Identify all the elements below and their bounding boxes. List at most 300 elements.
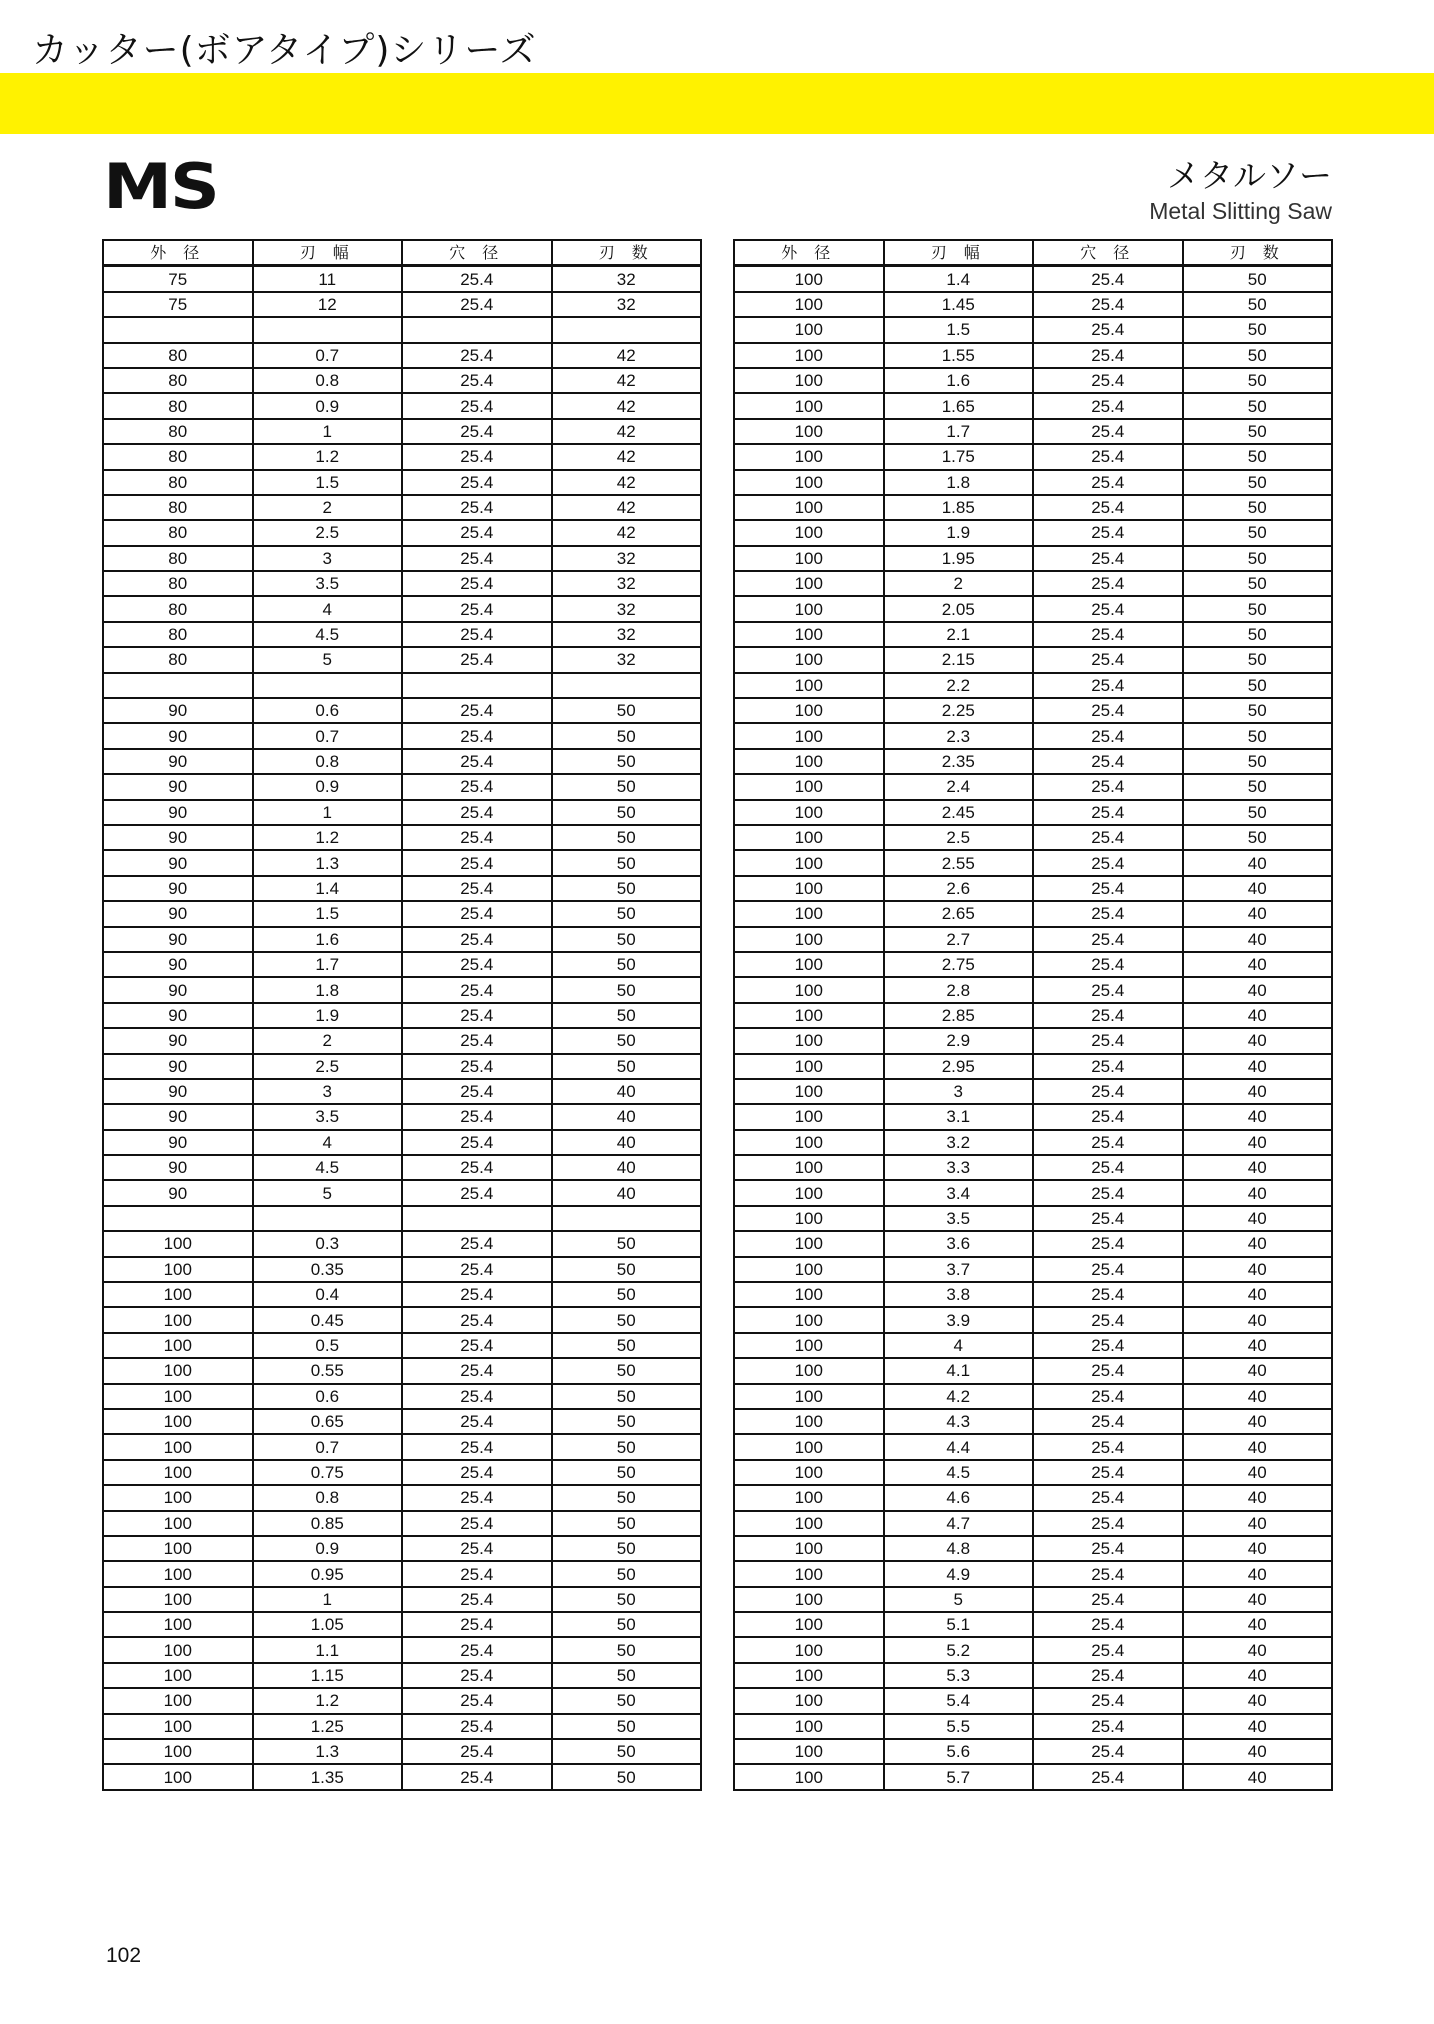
cell-teeth-count bbox=[552, 673, 702, 698]
table-row bbox=[734, 1561, 1332, 1586]
cell-blade-width: 3 bbox=[884, 1079, 1034, 1104]
table-row bbox=[734, 1054, 1332, 1079]
cell-bore-diameter: 25.4 bbox=[1033, 977, 1183, 1002]
cell-outer-diameter: 100 bbox=[103, 1612, 253, 1637]
cell-blade-width: 5.5 bbox=[884, 1714, 1034, 1739]
cell-teeth-count: 50 bbox=[552, 1739, 702, 1764]
cell-outer-diameter: 100 bbox=[734, 1434, 884, 1459]
table-row bbox=[734, 1307, 1332, 1332]
cell-outer-diameter: 100 bbox=[734, 470, 884, 495]
cell-outer-diameter: 80 bbox=[103, 368, 253, 393]
cell-blade-width: 2 bbox=[253, 1028, 403, 1053]
cell-teeth-count: 32 bbox=[552, 596, 702, 621]
cell-blade-width: 0.9 bbox=[253, 1536, 403, 1561]
cell-outer-diameter: 100 bbox=[734, 1333, 884, 1358]
cell-teeth-count: 40 bbox=[1183, 1511, 1333, 1536]
cell-bore-diameter: 25.4 bbox=[402, 1003, 552, 1028]
cell-teeth-count: 40 bbox=[1183, 1180, 1333, 1205]
cell-bore-diameter: 25.4 bbox=[402, 1764, 552, 1789]
cell-outer-diameter: 100 bbox=[734, 596, 884, 621]
cell-bore-diameter: 25.4 bbox=[1033, 419, 1183, 444]
cell-blade-width: 0.65 bbox=[253, 1409, 403, 1434]
cell-outer-diameter: 90 bbox=[103, 901, 253, 926]
cell-teeth-count: 40 bbox=[1183, 1485, 1333, 1510]
cell-outer-diameter: 100 bbox=[734, 901, 884, 926]
cell-outer-diameter: 90 bbox=[103, 1003, 253, 1028]
cell-blade-width: 0.95 bbox=[253, 1561, 403, 1586]
cell-outer-diameter: 100 bbox=[734, 444, 884, 469]
column-header-teeth-count: 刃 数 bbox=[1183, 240, 1333, 266]
cell-teeth-count: 40 bbox=[1183, 850, 1333, 875]
cell-teeth-count: 40 bbox=[1183, 1054, 1333, 1079]
table-row bbox=[734, 343, 1332, 368]
cell-teeth-count: 40 bbox=[1183, 1739, 1333, 1764]
cell-teeth-count: 32 bbox=[552, 622, 702, 647]
cell-outer-diameter: 100 bbox=[103, 1714, 253, 1739]
cell-teeth-count: 40 bbox=[1183, 876, 1333, 901]
cell-outer-diameter: 100 bbox=[734, 927, 884, 952]
table-row bbox=[734, 1485, 1332, 1510]
table-row bbox=[103, 1561, 701, 1586]
cell-teeth-count: 50 bbox=[1183, 343, 1333, 368]
cell-teeth-count: 42 bbox=[552, 520, 702, 545]
cell-bore-diameter: 25.4 bbox=[1033, 1434, 1183, 1459]
cell-bore-diameter: 25.4 bbox=[402, 1434, 552, 1459]
cell-teeth-count: 40 bbox=[1183, 1409, 1333, 1434]
cell-blade-width: 4.3 bbox=[884, 1409, 1034, 1434]
cell-outer-diameter: 100 bbox=[734, 1663, 884, 1688]
cell-blade-width: 2.65 bbox=[884, 901, 1034, 926]
table-row bbox=[734, 952, 1332, 977]
cell-teeth-count: 50 bbox=[1183, 774, 1333, 799]
table-row bbox=[734, 723, 1332, 748]
cell-outer-diameter: 100 bbox=[734, 1003, 884, 1028]
table-row bbox=[103, 571, 701, 596]
table-row bbox=[734, 673, 1332, 698]
cell-bore-diameter: 25.4 bbox=[1033, 1358, 1183, 1383]
header-band bbox=[0, 73, 1434, 134]
table-row bbox=[103, 1688, 701, 1713]
cell-blade-width: 2.75 bbox=[884, 952, 1034, 977]
column-header-bore-diameter: 穴 径 bbox=[1033, 240, 1183, 266]
cell-bore-diameter: 25.4 bbox=[402, 1333, 552, 1358]
cell-outer-diameter: 100 bbox=[734, 1384, 884, 1409]
cell-teeth-count: 50 bbox=[552, 977, 702, 1002]
table-row bbox=[103, 1739, 701, 1764]
cell-blade-width: 4 bbox=[253, 1130, 403, 1155]
cell-outer-diameter: 80 bbox=[103, 393, 253, 418]
cell-bore-diameter: 25.4 bbox=[1033, 1714, 1183, 1739]
cell-blade-width: 1.35 bbox=[253, 1764, 403, 1789]
cell-blade-width: 1 bbox=[253, 1587, 403, 1612]
table-row bbox=[734, 1358, 1332, 1383]
cell-teeth-count: 50 bbox=[552, 1561, 702, 1586]
cell-blade-width: 3 bbox=[253, 1079, 403, 1104]
cell-blade-width: 1.4 bbox=[884, 266, 1034, 292]
table-row bbox=[734, 850, 1332, 875]
cell-bore-diameter: 25.4 bbox=[1033, 749, 1183, 774]
cell-teeth-count: 50 bbox=[552, 749, 702, 774]
cell-teeth-count: 40 bbox=[1183, 952, 1333, 977]
cell-blade-width: 2.35 bbox=[884, 749, 1034, 774]
cell-bore-diameter: 25.4 bbox=[1033, 317, 1183, 342]
cell-outer-diameter: 100 bbox=[734, 1536, 884, 1561]
cell-outer-diameter: 90 bbox=[103, 749, 253, 774]
cell-outer-diameter: 100 bbox=[103, 1384, 253, 1409]
cell-blade-width: 2.6 bbox=[884, 876, 1034, 901]
cell-teeth-count: 50 bbox=[552, 1054, 702, 1079]
cell-bore-diameter: 25.4 bbox=[402, 1485, 552, 1510]
cell-blade-width: 1.5 bbox=[884, 317, 1034, 342]
cell-outer-diameter: 90 bbox=[103, 825, 253, 850]
cell-blade-width: 1.9 bbox=[253, 1003, 403, 1028]
table-row bbox=[103, 1333, 701, 1358]
cell-outer-diameter: 100 bbox=[734, 1257, 884, 1282]
table-row bbox=[734, 1003, 1332, 1028]
cell-teeth-count: 32 bbox=[552, 292, 702, 317]
cell-bore-diameter: 25.4 bbox=[1033, 1333, 1183, 1358]
cell-bore-diameter: 25.4 bbox=[1033, 952, 1183, 977]
cell-bore-diameter: 25.4 bbox=[1033, 1104, 1183, 1129]
cell-bore-diameter: 25.4 bbox=[1033, 622, 1183, 647]
table-row bbox=[734, 1764, 1332, 1789]
cell-bore-diameter: 25.4 bbox=[402, 647, 552, 672]
cell-bore-diameter: 25.4 bbox=[1033, 1206, 1183, 1231]
cell-teeth-count: 50 bbox=[552, 1536, 702, 1561]
cell-blade-width: 1.8 bbox=[884, 470, 1034, 495]
cell-blade-width: 1.2 bbox=[253, 444, 403, 469]
cell-teeth-count: 40 bbox=[1183, 1155, 1333, 1180]
cell-blade-width: 0.8 bbox=[253, 368, 403, 393]
cell-teeth-count: 40 bbox=[1183, 977, 1333, 1002]
cell-teeth-count: 50 bbox=[1183, 266, 1333, 292]
cell-teeth-count: 42 bbox=[552, 368, 702, 393]
cell-teeth-count: 50 bbox=[552, 1587, 702, 1612]
cell-bore-diameter: 25.4 bbox=[1033, 1054, 1183, 1079]
cell-outer-diameter: 90 bbox=[103, 1054, 253, 1079]
cell-blade-width: 0.85 bbox=[253, 1511, 403, 1536]
table-row bbox=[103, 1409, 701, 1434]
product-name-en: Metal Slitting Saw bbox=[1149, 198, 1332, 224]
spec-table-right bbox=[733, 239, 1333, 1791]
cell-bore-diameter: 25.4 bbox=[1033, 1663, 1183, 1688]
table-row bbox=[103, 723, 701, 748]
cell-bore-diameter: 25.4 bbox=[402, 1561, 552, 1586]
cell-outer-diameter: 100 bbox=[734, 546, 884, 571]
cell-bore-diameter: 25.4 bbox=[402, 1536, 552, 1561]
table-row bbox=[734, 1079, 1332, 1104]
table-row bbox=[103, 901, 701, 926]
cell-outer-diameter: 100 bbox=[103, 1764, 253, 1789]
cell-teeth-count: 40 bbox=[1183, 1536, 1333, 1561]
cell-teeth-count: 40 bbox=[1183, 927, 1333, 952]
cell-teeth-count: 50 bbox=[552, 1688, 702, 1713]
cell-teeth-count: 50 bbox=[552, 952, 702, 977]
cell-bore-diameter: 25.4 bbox=[1033, 850, 1183, 875]
cell-outer-diameter: 90 bbox=[103, 927, 253, 952]
cell-outer-diameter: 90 bbox=[103, 1130, 253, 1155]
cell-bore-diameter: 25.4 bbox=[1033, 1739, 1183, 1764]
cell-bore-diameter: 25.4 bbox=[402, 952, 552, 977]
cell-outer-diameter: 100 bbox=[734, 698, 884, 723]
cell-outer-diameter: 100 bbox=[734, 1155, 884, 1180]
cell-teeth-count: 50 bbox=[552, 1637, 702, 1662]
table-row bbox=[103, 1460, 701, 1485]
cell-outer-diameter: 100 bbox=[103, 1663, 253, 1688]
brand-logo: MS bbox=[103, 150, 218, 223]
cell-blade-width: 2 bbox=[884, 571, 1034, 596]
table-row bbox=[103, 673, 701, 698]
cell-teeth-count: 32 bbox=[552, 571, 702, 596]
cell-bore-diameter: 25.4 bbox=[1033, 1003, 1183, 1028]
cell-bore-diameter: 25.4 bbox=[1033, 774, 1183, 799]
table-row bbox=[734, 317, 1332, 342]
cell-teeth-count: 40 bbox=[552, 1155, 702, 1180]
cell-outer-diameter: 80 bbox=[103, 495, 253, 520]
table-row bbox=[734, 520, 1332, 545]
cell-bore-diameter: 25.4 bbox=[402, 825, 552, 850]
cell-bore-diameter: 25.4 bbox=[402, 1688, 552, 1713]
cell-outer-diameter: 100 bbox=[734, 1180, 884, 1205]
cell-blade-width: 2.8 bbox=[884, 977, 1034, 1002]
cell-bore-diameter: 25.4 bbox=[1033, 1257, 1183, 1282]
cell-outer-diameter: 100 bbox=[103, 1637, 253, 1662]
table-row bbox=[103, 546, 701, 571]
cell-blade-width: 1.6 bbox=[253, 927, 403, 952]
cell-bore-diameter: 25.4 bbox=[402, 393, 552, 418]
cell-blade-width: 2.5 bbox=[884, 825, 1034, 850]
cell-bore-diameter: 25.4 bbox=[402, 1637, 552, 1662]
cell-outer-diameter: 100 bbox=[103, 1511, 253, 1536]
cell-blade-width: 1 bbox=[253, 800, 403, 825]
table-row bbox=[103, 1384, 701, 1409]
table-row bbox=[103, 1003, 701, 1028]
cell-bore-diameter: 25.4 bbox=[402, 1054, 552, 1079]
cell-outer-diameter: 100 bbox=[734, 825, 884, 850]
cell-bore-diameter: 25.4 bbox=[402, 1130, 552, 1155]
table-row bbox=[103, 952, 701, 977]
cell-teeth-count: 50 bbox=[1183, 368, 1333, 393]
table-row bbox=[103, 1587, 701, 1612]
cell-teeth-count: 50 bbox=[1183, 800, 1333, 825]
cell-teeth-count: 50 bbox=[552, 1714, 702, 1739]
cell-teeth-count: 40 bbox=[1183, 1130, 1333, 1155]
cell-outer-diameter: 100 bbox=[734, 343, 884, 368]
cell-teeth-count: 42 bbox=[552, 470, 702, 495]
cell-teeth-count: 50 bbox=[1183, 698, 1333, 723]
cell-teeth-count: 40 bbox=[552, 1079, 702, 1104]
cell-teeth-count: 50 bbox=[1183, 470, 1333, 495]
cell-bore-diameter: 25.4 bbox=[402, 622, 552, 647]
cell-teeth-count: 50 bbox=[1183, 723, 1333, 748]
cell-bore-diameter: 25.4 bbox=[1033, 1637, 1183, 1662]
cell-blade-width: 5 bbox=[253, 1180, 403, 1205]
cell-outer-diameter: 100 bbox=[734, 1231, 884, 1256]
cell-bore-diameter: 25.4 bbox=[1033, 901, 1183, 926]
cell-teeth-count: 50 bbox=[1183, 419, 1333, 444]
cell-bore-diameter: 25.4 bbox=[402, 1079, 552, 1104]
cell-teeth-count: 50 bbox=[1183, 749, 1333, 774]
cell-outer-diameter: 90 bbox=[103, 723, 253, 748]
cell-blade-width: 2.5 bbox=[253, 1054, 403, 1079]
table-row bbox=[734, 1104, 1332, 1129]
table-row bbox=[103, 1307, 701, 1332]
cell-bore-diameter: 25.4 bbox=[402, 1409, 552, 1434]
cell-teeth-count: 50 bbox=[552, 1409, 702, 1434]
cell-bore-diameter: 25.4 bbox=[402, 927, 552, 952]
cell-teeth-count: 50 bbox=[552, 1333, 702, 1358]
table-row bbox=[734, 596, 1332, 621]
cell-blade-width: 5.2 bbox=[884, 1637, 1034, 1662]
cell-outer-diameter: 80 bbox=[103, 647, 253, 672]
cell-teeth-count: 50 bbox=[1183, 317, 1333, 342]
cell-blade-width bbox=[253, 673, 403, 698]
cell-outer-diameter bbox=[103, 317, 253, 342]
table-row bbox=[103, 1206, 701, 1231]
cell-teeth-count: 50 bbox=[552, 723, 702, 748]
cell-teeth-count: 42 bbox=[552, 393, 702, 418]
table-row bbox=[103, 850, 701, 875]
cell-bore-diameter: 25.4 bbox=[402, 1358, 552, 1383]
cell-outer-diameter: 100 bbox=[734, 774, 884, 799]
cell-blade-width: 1.8 bbox=[253, 977, 403, 1002]
cell-bore-diameter: 25.4 bbox=[1033, 571, 1183, 596]
cell-blade-width: 11 bbox=[253, 266, 403, 292]
table-row bbox=[103, 292, 701, 317]
cell-blade-width: 1.5 bbox=[253, 470, 403, 495]
cell-blade-width: 1.25 bbox=[253, 1714, 403, 1739]
cell-blade-width: 0.8 bbox=[253, 1485, 403, 1510]
cell-bore-diameter: 25.4 bbox=[1033, 1231, 1183, 1256]
table-row bbox=[734, 1384, 1332, 1409]
cell-outer-diameter bbox=[103, 673, 253, 698]
cell-blade-width: 3 bbox=[253, 546, 403, 571]
cell-blade-width: 4.4 bbox=[884, 1434, 1034, 1459]
cell-teeth-count: 42 bbox=[552, 495, 702, 520]
cell-blade-width: 4.2 bbox=[884, 1384, 1034, 1409]
cell-outer-diameter: 80 bbox=[103, 470, 253, 495]
cell-teeth-count: 50 bbox=[1183, 647, 1333, 672]
cell-bore-diameter: 25.4 bbox=[402, 723, 552, 748]
table-row bbox=[734, 1637, 1332, 1662]
cell-bore-diameter: 25.4 bbox=[1033, 1460, 1183, 1485]
cell-blade-width: 1.3 bbox=[253, 1739, 403, 1764]
cell-bore-diameter bbox=[402, 317, 552, 342]
table-row bbox=[734, 1130, 1332, 1155]
cell-outer-diameter: 75 bbox=[103, 292, 253, 317]
cell-bore-diameter: 25.4 bbox=[402, 1460, 552, 1485]
table-row bbox=[103, 647, 701, 672]
cell-teeth-count: 40 bbox=[1183, 1587, 1333, 1612]
cell-outer-diameter: 100 bbox=[734, 1714, 884, 1739]
cell-teeth-count: 50 bbox=[552, 1282, 702, 1307]
cell-outer-diameter: 100 bbox=[103, 1587, 253, 1612]
cell-outer-diameter: 100 bbox=[734, 622, 884, 647]
cell-blade-width: 3.5 bbox=[253, 571, 403, 596]
cell-teeth-count: 50 bbox=[552, 1003, 702, 1028]
table-row bbox=[734, 1536, 1332, 1561]
cell-bore-diameter: 25.4 bbox=[402, 470, 552, 495]
table-row bbox=[734, 876, 1332, 901]
cell-blade-width: 2.9 bbox=[884, 1028, 1034, 1053]
table-row bbox=[734, 1409, 1332, 1434]
cell-blade-width: 5.3 bbox=[884, 1663, 1034, 1688]
cell-outer-diameter: 100 bbox=[734, 1688, 884, 1713]
cell-bore-diameter: 25.4 bbox=[1033, 1764, 1183, 1789]
cell-teeth-count: 50 bbox=[552, 1231, 702, 1256]
cell-blade-width: 1.45 bbox=[884, 292, 1034, 317]
cell-bore-diameter: 25.4 bbox=[1033, 1536, 1183, 1561]
cell-outer-diameter: 100 bbox=[103, 1358, 253, 1383]
cell-bore-diameter: 25.4 bbox=[402, 1307, 552, 1332]
cell-outer-diameter: 100 bbox=[734, 673, 884, 698]
cell-outer-diameter: 100 bbox=[734, 1307, 884, 1332]
cell-blade-width bbox=[253, 1206, 403, 1231]
cell-teeth-count: 42 bbox=[552, 343, 702, 368]
cell-blade-width: 2.85 bbox=[884, 1003, 1034, 1028]
cell-outer-diameter: 80 bbox=[103, 622, 253, 647]
cell-outer-diameter: 80 bbox=[103, 596, 253, 621]
cell-blade-width: 0.7 bbox=[253, 1434, 403, 1459]
table-row bbox=[734, 1714, 1332, 1739]
cell-teeth-count bbox=[552, 317, 702, 342]
cell-blade-width: 5 bbox=[253, 647, 403, 672]
cell-teeth-count: 40 bbox=[1183, 1434, 1333, 1459]
cell-outer-diameter: 100 bbox=[734, 1282, 884, 1307]
table-row bbox=[734, 927, 1332, 952]
cell-teeth-count: 50 bbox=[1183, 292, 1333, 317]
cell-outer-diameter: 100 bbox=[734, 1587, 884, 1612]
table-row bbox=[103, 1079, 701, 1104]
cell-outer-diameter: 90 bbox=[103, 1180, 253, 1205]
cell-teeth-count: 50 bbox=[552, 1384, 702, 1409]
table-row bbox=[103, 1155, 701, 1180]
table-row bbox=[734, 901, 1332, 926]
cell-blade-width: 5.6 bbox=[884, 1739, 1034, 1764]
cell-blade-width: 2.05 bbox=[884, 596, 1034, 621]
cell-bore-diameter: 25.4 bbox=[1033, 1612, 1183, 1637]
cell-blade-width: 5 bbox=[884, 1587, 1034, 1612]
cell-outer-diameter: 100 bbox=[734, 266, 884, 292]
cell-outer-diameter: 100 bbox=[734, 520, 884, 545]
cell-bore-diameter: 25.4 bbox=[402, 1231, 552, 1256]
cell-blade-width: 2 bbox=[253, 495, 403, 520]
cell-teeth-count: 50 bbox=[552, 927, 702, 952]
cell-blade-width bbox=[253, 317, 403, 342]
table-row bbox=[734, 393, 1332, 418]
cell-bore-diameter: 25.4 bbox=[1033, 546, 1183, 571]
cell-teeth-count: 40 bbox=[1183, 1206, 1333, 1231]
spec-table-left bbox=[102, 239, 702, 1791]
table-row bbox=[734, 622, 1332, 647]
cell-blade-width: 3.6 bbox=[884, 1231, 1034, 1256]
cell-blade-width: 2.1 bbox=[884, 622, 1034, 647]
table-row bbox=[734, 546, 1332, 571]
cell-bore-diameter: 25.4 bbox=[402, 1028, 552, 1053]
cell-teeth-count bbox=[552, 1206, 702, 1231]
cell-blade-width: 1.15 bbox=[253, 1663, 403, 1688]
cell-teeth-count: 40 bbox=[1183, 1612, 1333, 1637]
cell-blade-width: 3.7 bbox=[884, 1257, 1034, 1282]
cell-outer-diameter: 100 bbox=[734, 1054, 884, 1079]
cell-bore-diameter: 25.4 bbox=[402, 419, 552, 444]
cell-outer-diameter: 90 bbox=[103, 850, 253, 875]
cell-bore-diameter: 25.4 bbox=[1033, 876, 1183, 901]
series-title: カッター(ボアタイプ)シリーズ bbox=[32, 30, 537, 71]
cell-outer-diameter: 100 bbox=[103, 1688, 253, 1713]
cell-blade-width: 1.1 bbox=[253, 1637, 403, 1662]
table-row bbox=[734, 419, 1332, 444]
